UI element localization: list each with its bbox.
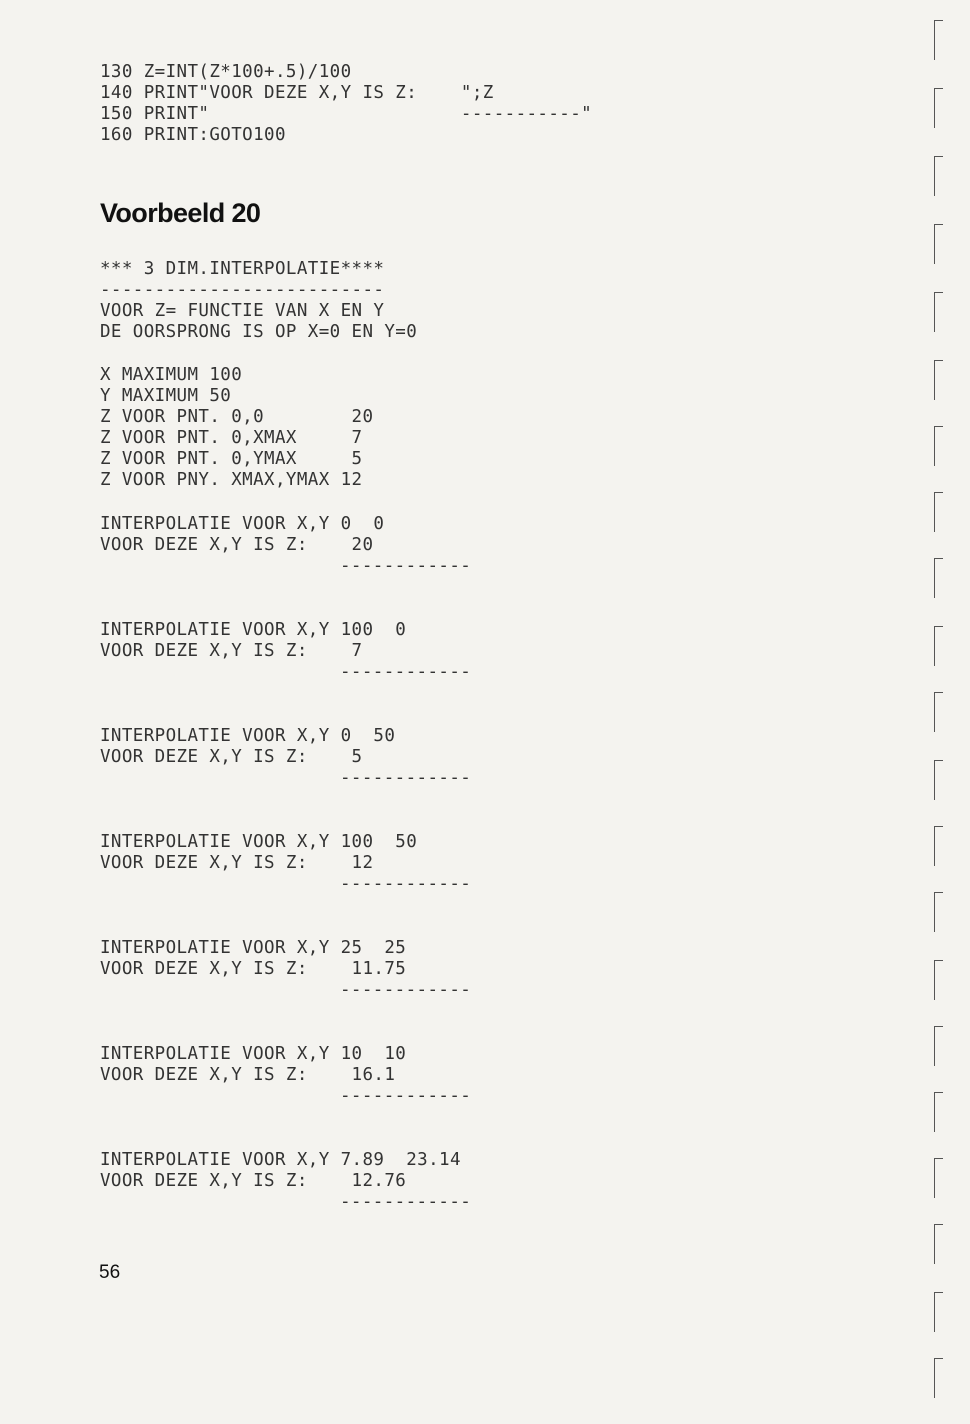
interp-rule: ------------ [340, 768, 472, 788]
output-title-rule: -------------------------- [100, 280, 385, 300]
interp-rule: ------------ [340, 980, 472, 1000]
interp-result: VOOR DEZE X,Y IS Z: 20 [100, 535, 374, 555]
section-heading: Voorbeeld 20 [100, 198, 261, 228]
param-z-ymax: Z VOOR PNT. 0,YMAX 5 [100, 449, 363, 469]
program-line-130: 130 Z=INT(Z*100+.5)/100 [100, 62, 352, 82]
param-z-xmax: Z VOOR PNT. 0,XMAX 7 [100, 428, 363, 448]
interp-input: INTERPOLATIE VOOR X,Y 7.89 23.14 [100, 1150, 461, 1170]
output-title: *** 3 DIM.INTERPOLATIE**** [100, 259, 385, 279]
interp-result: VOOR DEZE X,Y IS Z: 12 [100, 853, 374, 873]
interp-rule: ------------ [340, 1086, 472, 1106]
interp-result: VOOR DEZE X,Y IS Z: 11.75 [100, 959, 407, 979]
interp-input: INTERPOLATIE VOOR X,Y 25 25 [100, 938, 407, 958]
interp-input: INTERPOLATIE VOOR X,Y 0 50 [100, 726, 396, 746]
page-number: 56 [99, 1262, 121, 1283]
interp-result: VOOR DEZE X,Y IS Z: 16.1 [100, 1065, 396, 1085]
interp-result: VOOR DEZE X,Y IS Z: 7 [100, 641, 363, 661]
interp-rule: ------------ [340, 874, 472, 894]
interp-input: INTERPOLATIE VOOR X,Y 0 0 [100, 514, 385, 534]
interp-input: INTERPOLATIE VOOR X,Y 100 0 [100, 620, 407, 640]
program-line-150: 150 PRINT" -----------" [100, 104, 593, 124]
program-line-160: 160 PRINT:GOTO100 [100, 125, 286, 145]
program-line-140: 140 PRINT"VOOR DEZE X,Y IS Z: ";Z [100, 83, 494, 103]
output-origin-note: DE OORSPRONG IS OP X=0 EN Y=0 [100, 322, 418, 342]
interp-rule: ------------ [340, 556, 472, 576]
interp-input: INTERPOLATIE VOOR X,Y 10 10 [100, 1044, 407, 1064]
param-y-max: Y MAXIMUM 50 [100, 386, 232, 406]
interp-result: VOOR DEZE X,Y IS Z: 5 [100, 747, 363, 767]
param-z-xymax: Z VOOR PNY. XMAX,YMAX 12 [100, 470, 363, 490]
interp-rule: ------------ [340, 1192, 472, 1212]
interp-result: VOOR DEZE X,Y IS Z: 12.76 [100, 1171, 407, 1191]
interp-input: INTERPOLATIE VOOR X,Y 100 50 [100, 832, 418, 852]
output-description: VOOR Z= FUNCTIE VAN X EN Y [100, 301, 385, 321]
interp-rule: ------------ [340, 662, 472, 682]
param-z-origin: Z VOOR PNT. 0,0 20 [100, 407, 374, 427]
param-x-max: X MAXIMUM 100 [100, 365, 243, 385]
